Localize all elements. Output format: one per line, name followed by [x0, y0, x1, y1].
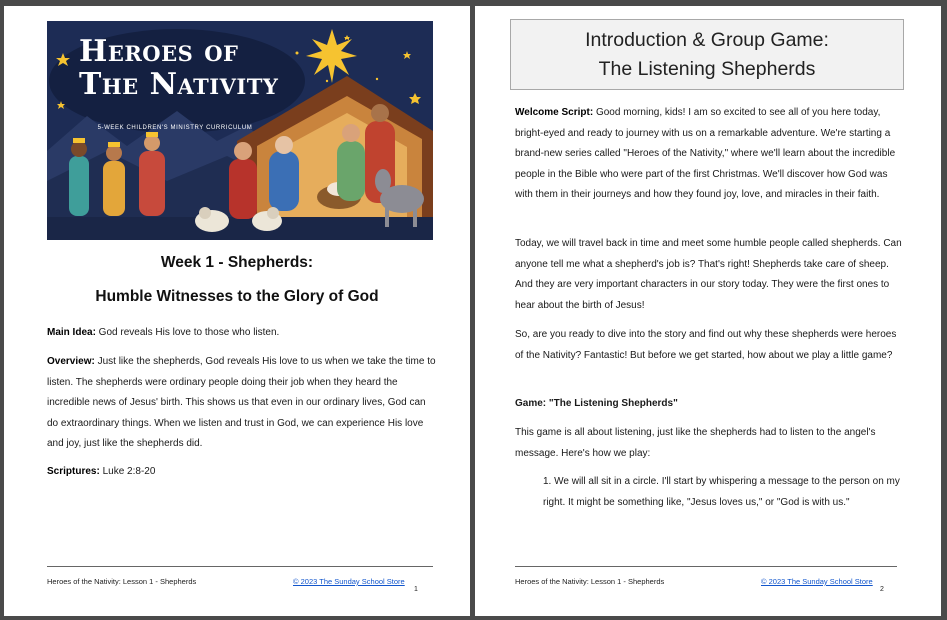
banner-subtitle: 5-WEEK CHILDREN'S MINISTRY CURRICULUM — [97, 125, 253, 131]
page-number: 1 — [414, 586, 418, 593]
overview-label: Overview: — [47, 356, 95, 367]
footer-divider — [515, 566, 897, 567]
banner-title — [79, 35, 309, 101]
transition-paragraph: So, are you ready to dive into the story and find out why these shepherds were heroes of the Nativity? Fantastic! But before we get started, how about we play a little game? — [515, 329, 897, 361]
document-page-1 — [4, 6, 470, 616]
section-header-box — [510, 19, 904, 90]
main-idea-text: God reveals His love to those who listen. — [95, 327, 280, 338]
footer-lesson-label: Heroes of the Nativity: Lesson 1 - Shepherds — [47, 577, 197, 586]
week-title: Week 1 - Shepherds: — [160, 254, 314, 271]
game-step-1: 1. We will all sit in a circle. I'll start by whispering a message to the person on my right. It might be something like, "Jesus loves us," or "God is with us." — [543, 476, 900, 508]
welcome-script-paragraph — [515, 103, 907, 206]
scriptures-paragraph — [47, 462, 437, 483]
footer-lesson-label: Heroes of the Nativity: Lesson 1 - Shepherds — [515, 577, 665, 586]
footer-copyright-link[interactable]: © 2023 The Sunday School Store — [761, 577, 873, 586]
footer-divider — [47, 566, 433, 567]
banner-title-line-1: Heroes of — [79, 34, 239, 69]
page-number: 2 — [880, 586, 884, 593]
week-subtitle: Humble Witnesses to the Glory of God — [95, 288, 379, 305]
welcome-script-label: Welcome Script: — [515, 107, 594, 118]
section-header-line-1: Introduction & Group Game: — [585, 28, 829, 51]
game-intro-paragraph: This game is all about listening, just like the shepherds had to listen to the angel's message. Here's how we play: — [515, 427, 876, 459]
overview-text: Just like the shepherds, God reveals His love to us when we take the time to listen. The shepherds were ordinary people doing their job when they heard the incredible news of Jesus' birth. This shows us that even in our ordinary lives, God can do extraordinary things. When we listen and trust in God, we can experience His love and joy, just like the shepherds did. — [47, 356, 436, 449]
banner-title-line-2: The Nativity — [79, 67, 279, 102]
wise-men-figures — [69, 132, 165, 216]
game-title: Game: "The Listening Shepherds" — [515, 398, 678, 409]
main-idea-paragraph — [47, 323, 437, 344]
scriptures-text: Luke 2:8-20 — [99, 466, 156, 477]
scriptures-label: Scriptures: — [47, 466, 100, 477]
document-page-2 — [475, 6, 941, 616]
overview-paragraph — [47, 352, 437, 455]
shepherds-intro-paragraph: Today, we will travel back in time and meet some humble people called shepherds. Can anyone tell me what a shepherd's job is? That's right! Shepherds take care of sheep. And they are very important characters in our story today. They were the first ones to hear about the birth of Jesus! — [515, 238, 902, 311]
cover-banner-image — [47, 21, 433, 240]
footer-copyright-link[interactable]: © 2023 The Sunday School Store — [293, 577, 405, 586]
section-header-line-2: The Listening Shepherds — [598, 57, 816, 80]
welcome-script-text: Good morning, kids! I am so excited to see all of you here today, bright-eyed and ready to journey with us on a remarkable adventure. We're starting a brand-new series called "Heroes of the Nativity," where we'll learn about the incredible people in the Bible who were part of the first Christmas. We'll discover how God was with them in their journeys and how they found joy, love, and miracles in their faith. — [515, 107, 896, 200]
main-idea-label: Main Idea: — [47, 327, 96, 338]
